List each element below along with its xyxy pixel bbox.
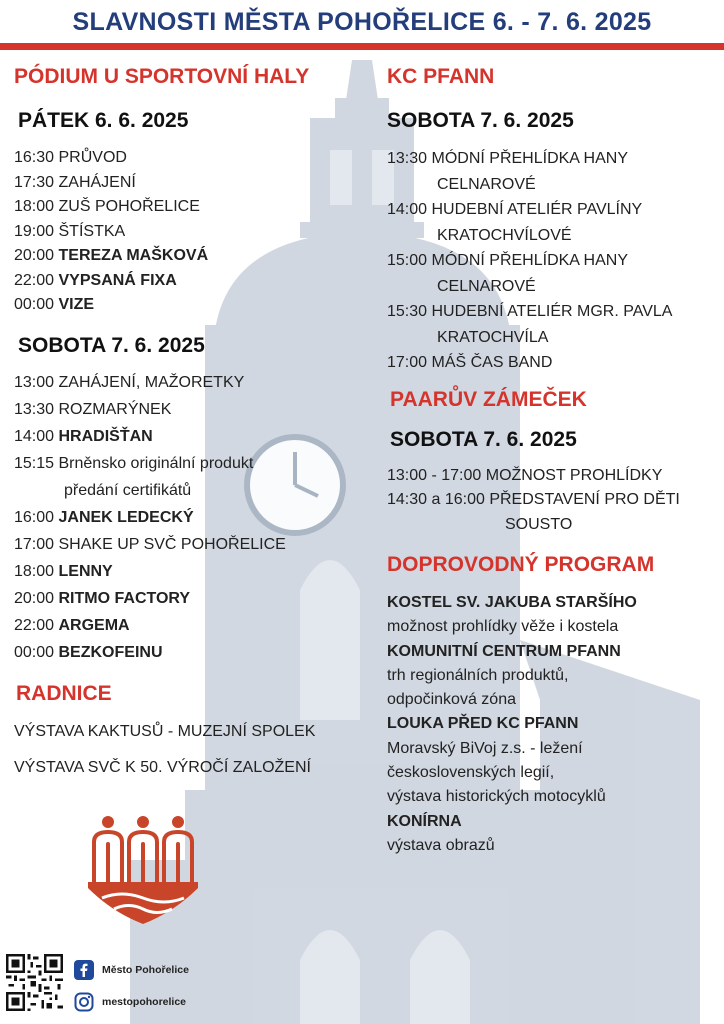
- place-name: KOSTEL SV. JAKUBA STARŠÍHO: [387, 594, 637, 611]
- right-column: [387, 60, 717, 858]
- facebook-icon: [74, 960, 94, 980]
- schedule-item: 22:00 VYPSANÁ FIXA: [14, 271, 177, 289]
- schedule-item: 22:00 ARGEMA: [14, 616, 130, 634]
- schedule-item: 18:00 ZUŠ POHOŘELICE: [14, 198, 200, 215]
- instagram-link[interactable]: [74, 992, 186, 1012]
- schedule-item: 20:00 RITMO FACTORY: [14, 589, 191, 607]
- place-description: výstava historických motocyklů: [387, 788, 606, 806]
- schedule-item-continuation: CELNAROVÉ: [437, 175, 536, 193]
- schedule-item: 00:00 VIZE: [14, 296, 95, 313]
- day-heading-kc: SOBOTA 7. 6. 2025: [387, 109, 574, 132]
- schedule-item: 20:00 TEREZA MAŠKOVÁ: [14, 247, 209, 264]
- exhibition-item: VÝSTAVA SVČ K 50. VÝROČÍ ZALOŽENÍ: [14, 759, 311, 776]
- schedule-item: 13:30 MÓDNÍ PŘEHLÍDKA HANY: [387, 150, 628, 167]
- friday-schedule: [14, 146, 374, 318]
- kc-schedule: [387, 146, 717, 376]
- day-heading-saturday: SOBOTA 7. 6. 2025: [18, 333, 205, 357]
- venue-heading-radnice: RADNICE: [16, 681, 112, 705]
- schedule-item-continuation: CELNAROVÉ: [437, 277, 536, 295]
- schedule-item: 14:00 HUDEBNÍ ATELIÉR PAVLÍNY: [387, 201, 643, 218]
- schedule-item: 14:30 a 16:00 PŘEDSTAVENÍ PRO DĚTI: [387, 491, 680, 508]
- schedule-item-continuation: SOUSTO: [505, 515, 573, 533]
- schedule-item: 13:30 ROZMARÝNEK: [14, 400, 172, 418]
- venue-heading-kc-pfann: KC PFANN: [387, 65, 495, 88]
- exhibition-item: VÝSTAVA KAKTUSŮ - MUZEJNÍ SPOLEK: [14, 722, 316, 740]
- schedule-item: 16:00 JANEK LEDECKÝ: [14, 508, 194, 526]
- venue-heading-podium: PÓDIUM U SPORTOVNÍ HALY: [14, 65, 310, 88]
- facebook-link[interactable]: [74, 960, 189, 980]
- schedule-item: 00:00 BEZKOFEINU: [14, 643, 163, 661]
- instagram-icon: [74, 992, 94, 1012]
- day-heading-zamecek: SOBOTA 7. 6. 2025: [390, 427, 577, 451]
- place-description: trh regionálních produktů,: [387, 666, 569, 684]
- schedule-item: 15:15 Brněnsko originální produkt: [14, 454, 254, 472]
- schedule-item: 17:30 ZAHÁJENÍ: [14, 173, 136, 191]
- facebook-label: Město Pohořelice: [102, 964, 189, 976]
- place-description: odpočinková zóna: [387, 691, 516, 709]
- zamecek-schedule: [387, 464, 717, 538]
- schedule-item: 14:00 HRADIŠŤAN: [14, 427, 153, 445]
- place-description: možnost prohlídky věže i kostela: [387, 618, 619, 636]
- place-name: LOUKA PŘED KC PFANN: [387, 715, 579, 733]
- venue-heading-zamecek: PAARŮV ZÁMEČEK: [390, 387, 587, 411]
- schedule-item: 13:00 - 17:00 MOŽNOST PROHLÍDKY: [387, 466, 663, 484]
- schedule-item: 18:00 LENNY: [14, 562, 113, 580]
- schedule-item-continuation: KRATOCHVÍLOVÉ: [437, 226, 572, 244]
- place-description: československých legií,: [387, 764, 555, 782]
- town-logo-icon: [84, 812, 202, 924]
- doprovodny-list: [387, 591, 717, 858]
- section-heading-doprovodny: DOPROVODNÝ PROGRAM: [387, 553, 655, 576]
- page-title: SLAVNOSTI MĚSTA POHOŘELICE 6. - 7. 6. 2025: [72, 8, 652, 36]
- schedule-item-continuation: předání certifikátů: [64, 481, 192, 499]
- schedule-item: 16:30 PRŮVOD: [14, 149, 127, 166]
- left-column: [14, 60, 374, 781]
- schedule-item: 17:00 SHAKE UP SVČ POHOŘELICE: [14, 535, 286, 553]
- schedule-item: 19:00 ŠTÍSTKA: [14, 222, 126, 240]
- place-description: Moravský BiVoj z.s. - ležení: [387, 739, 583, 757]
- title-divider: [0, 43, 724, 50]
- instagram-label: mestopohorelice: [102, 996, 187, 1008]
- schedule-item: 15:30 HUDEBNÍ ATELIÉR MGR. PAVLA: [387, 303, 673, 320]
- day-heading-friday: PÁTEK 6. 6. 2025: [18, 109, 189, 132]
- qr-code-icon[interactable]: [6, 954, 63, 1011]
- place-description: výstava obrazů: [387, 836, 495, 854]
- schedule-item: 13:00 ZAHÁJENÍ, MAŽORETKY: [14, 373, 245, 391]
- place-name: KONÍRNA: [387, 812, 462, 830]
- place-name: KOMUNITNÍ CENTRUM PFANN: [387, 642, 621, 660]
- saturday-schedule: [14, 369, 374, 666]
- schedule-item: 17:00 MÁŠ ČAS BAND: [387, 354, 553, 371]
- schedule-item: 15:00 MÓDNÍ PŘEHLÍDKA HANY: [387, 252, 628, 269]
- schedule-item-continuation: KRATOCHVÍLA: [437, 328, 549, 346]
